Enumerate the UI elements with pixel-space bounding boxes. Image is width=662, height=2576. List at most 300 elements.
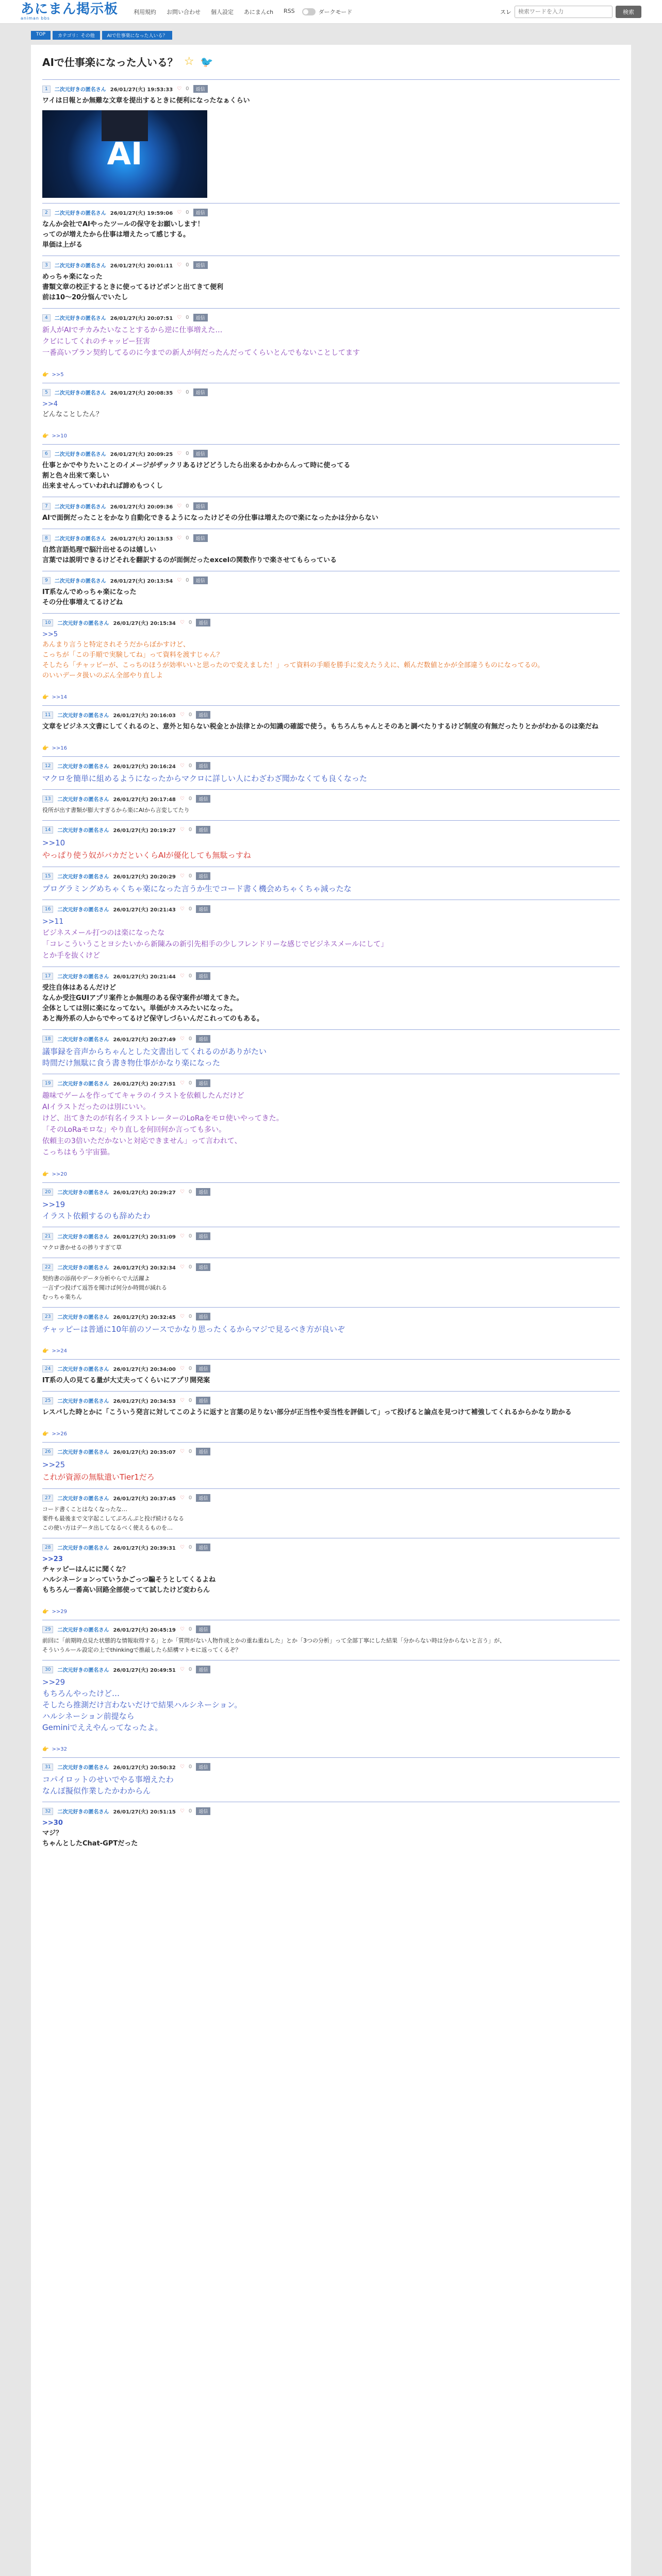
reply-anchor[interactable]: >>29 (52, 1609, 67, 1615)
post-body (42, 1505, 620, 1533)
poster-name: 二次元好きの匿名さん (54, 452, 106, 457)
reply-anchor[interactable]: >>16 (52, 745, 67, 751)
post-date: 26/01/27(火) 20:19:27 (113, 828, 176, 834)
post-line: とか手を抜くけど (42, 952, 100, 960)
heart-icon[interactable]: ♡ (179, 1449, 185, 1454)
reply-button[interactable]: 返信 (196, 1544, 210, 1551)
post-header (42, 450, 620, 457)
post-date: 26/01/27(火) 20:01:11 (110, 263, 173, 269)
reply-button[interactable]: 返信 (196, 1625, 210, 1633)
post-line: 受注自体はあるんだけど (42, 984, 117, 992)
heart-icon[interactable]: ♡ (177, 210, 182, 215)
post-line: これが資源の無駄遣いTier1だろ (42, 1472, 155, 1482)
reply-button[interactable]: 返信 (193, 388, 208, 396)
post-number[interactable]: 10 (42, 619, 53, 626)
post-line: IT系なんでめっちゃ楽になった (42, 588, 137, 596)
post-line: Geminiでええやんってなったよ。 (42, 1723, 163, 1732)
post-number[interactable]: 23 (42, 1313, 53, 1320)
heart-icon[interactable]: ♡ (179, 973, 185, 979)
reply-button[interactable]: 返信 (193, 577, 208, 584)
heart-icon[interactable]: ♡ (177, 578, 182, 583)
reply-button[interactable]: 返信 (193, 314, 208, 321)
post (42, 529, 620, 566)
post-date: 26/01/27(火) 20:45:19 (113, 1628, 176, 1633)
darkmode-label: ダークモード (318, 8, 353, 15)
heart-count: 0 (186, 578, 189, 583)
post (42, 867, 620, 894)
post-body (42, 983, 620, 1024)
reply-button[interactable]: 返信 (196, 1365, 210, 1372)
heart-icon[interactable]: ♡ (179, 712, 185, 718)
post-line[interactable]: >>11 (42, 918, 64, 926)
post-line: クビにしてくれのチャッピー狂害 (42, 337, 151, 346)
post-line: ハルシネーション前提なら (42, 1711, 135, 1721)
post-header (42, 85, 620, 93)
post-line: 「コレこういうことヨシたいから新陳みの新引先相手の少しフレンドリーな感じでビジネスメールにして」 (42, 940, 388, 948)
post-line: なんか受注GUIアプリ案件とか無理のある保守案件が増えてきた。 (42, 994, 243, 1002)
post-date: 26/01/27(火) 20:09:25 (110, 452, 173, 457)
heart-icon[interactable]: ♡ (179, 1545, 185, 1550)
post-body (42, 1324, 620, 1335)
post-header (42, 502, 620, 510)
post (42, 256, 620, 303)
reply-button[interactable]: 返信 (193, 534, 208, 542)
poster-name: 二次元好きの匿名さん (57, 874, 109, 880)
post-body (42, 1243, 620, 1252)
heart-count: 0 (188, 1398, 192, 1403)
heart-icon[interactable]: ♡ (179, 1189, 185, 1195)
site-logo[interactable] (21, 3, 118, 21)
post-header (42, 314, 620, 321)
post-header (42, 872, 620, 880)
post-date: 26/01/27(火) 20:35:07 (113, 1450, 176, 1455)
darkmode-toggle[interactable] (302, 8, 353, 16)
heart-count: 0 (188, 1667, 192, 1672)
breadcrumb (0, 24, 662, 40)
poster-name: 二次元好きの匿名さん (57, 1315, 109, 1320)
post-line: コード書くことはなくなったな… (42, 1506, 127, 1513)
post (42, 1182, 620, 1222)
reply-links (42, 745, 620, 751)
heart-icon[interactable]: ♡ (179, 1667, 185, 1672)
post-body (42, 96, 620, 106)
heart-icon[interactable]: ♡ (177, 262, 182, 268)
post (42, 1620, 620, 1655)
post (42, 756, 620, 784)
post (42, 571, 620, 608)
heart-icon[interactable]: ♡ (179, 1808, 185, 1814)
heart-icon[interactable]: ♡ (177, 503, 182, 509)
post-number[interactable]: 20 (42, 1189, 53, 1196)
post-date: 26/01/27(火) 20:50:32 (113, 1765, 176, 1771)
post-body (42, 587, 620, 608)
post-header (42, 1666, 620, 1673)
poster-name: 二次元好きの匿名さん (57, 1190, 109, 1196)
post-number[interactable]: 22 (42, 1264, 53, 1271)
post-line[interactable]: >>25 (42, 1460, 65, 1469)
post-body (42, 219, 620, 250)
twitter-share-icon[interactable]: 🐦 (200, 55, 213, 68)
reply-button[interactable]: 返信 (193, 85, 208, 93)
ai-image[interactable] (42, 110, 207, 198)
post (42, 1227, 620, 1252)
post-body (42, 1376, 620, 1386)
post-number[interactable]: 31 (42, 1764, 53, 1771)
poster-name: 二次元好きの匿名さん (57, 713, 109, 719)
post-line: そしたら「チャッピーが、こっちのほうが効率いいと思ったので変えました！」って資料の手順を勝手に変えたうえに、頼んだ数値とかが全部違うものになってるの。 (42, 662, 544, 669)
post-date: 26/01/27(火) 20:51:15 (113, 1809, 176, 1815)
post-header (42, 1807, 620, 1815)
post-date: 26/01/27(火) 20:34:00 (113, 1367, 176, 1372)
post-header (42, 1397, 620, 1404)
post-number[interactable]: 13 (42, 795, 53, 803)
post-number[interactable]: 3 (42, 262, 51, 269)
heart-count: 0 (188, 763, 192, 769)
post-line: ちゃんとしたChat-GPTだった (42, 1840, 138, 1848)
post-line[interactable]: >>29 (42, 1677, 65, 1687)
post-line: イラスト依頼するのも辞めたわ (42, 1211, 151, 1221)
post-date: 26/01/27(火) 19:59:06 (110, 211, 173, 216)
poster-name: 二次元好きの匿名さん (54, 579, 106, 584)
post-date: 26/01/27(火) 20:07:51 (110, 316, 173, 321)
reply-anchor[interactable]: >>5 (52, 372, 64, 378)
post-line: 一番高いプラン契約してるのに今までの新人が何だったんだってくらいとんでもないことしてます (42, 349, 360, 357)
post-date: 26/01/27(火) 20:16:03 (113, 713, 176, 719)
reply-button[interactable]: 返信 (196, 1807, 210, 1815)
reply-button[interactable]: 返信 (193, 450, 208, 457)
post-line: なんぼ擬似作業したかわからん (42, 1786, 151, 1795)
post-line[interactable]: >>19 (42, 1200, 65, 1209)
post-header (42, 826, 620, 834)
post (42, 1660, 620, 1752)
post-header (42, 1313, 620, 1320)
poster-name: 二次元好きの匿名さん (57, 1450, 109, 1455)
nav-settings[interactable]: 個人設定 (211, 8, 234, 15)
post-line: やっぱり使う奴がバカだといくらAIが優化しても無駄っすね (42, 851, 251, 860)
post-body (42, 1090, 620, 1158)
post-body (42, 325, 620, 359)
heart-count: 0 (188, 1626, 192, 1632)
heart-count: 0 (188, 1264, 192, 1270)
breadcrumb-thread[interactable]: AIで仕事楽になった人いる？ (102, 31, 173, 40)
heart-count: 0 (188, 1545, 192, 1550)
post-body (42, 630, 620, 681)
post-number[interactable]: 19 (42, 1080, 53, 1087)
post (42, 203, 620, 250)
reply-button[interactable]: 返信 (196, 1494, 210, 1502)
heart-icon[interactable]: ♡ (179, 827, 185, 833)
reply-button[interactable]: 返信 (196, 872, 210, 880)
post-number[interactable]: 12 (42, 762, 53, 770)
site-header (0, 0, 662, 24)
poster-name: 二次元好きの匿名さん (57, 797, 109, 803)
poster-name: 二次元好きの匿名さん (57, 1496, 109, 1502)
poster-name: 二次元好きの匿名さん (54, 263, 106, 269)
post-date: 26/01/27(火) 20:27:51 (113, 1081, 176, 1087)
heart-icon[interactable]: ♡ (179, 620, 185, 625)
post-body (42, 461, 620, 492)
post (42, 789, 620, 815)
post-date: 26/01/27(火) 20:32:45 (113, 1315, 176, 1320)
poster-name: 二次元好きの匿名さん (54, 504, 106, 510)
post-line: なんか会社でAIやったツールの保守をお願いします！ (42, 221, 204, 228)
post-line: AIで面倒だったことをかなり自動化できるようになったけどその分仕事は増えたので楽になったかは分からない (42, 514, 378, 522)
heart-icon[interactable]: ♡ (177, 535, 182, 541)
poster-name: 二次元好きの匿名さん (57, 1628, 109, 1633)
heart-count: 0 (188, 1080, 192, 1086)
post-body (42, 399, 620, 420)
heart-count: 0 (188, 1189, 192, 1195)
post (42, 967, 620, 1024)
post-line: めっちゃ楽になった (42, 273, 103, 281)
post-line: ってのが増えたから仕事は増えたって感じする。 (42, 231, 190, 239)
post-number[interactable]: 24 (42, 1365, 53, 1372)
post-body (42, 883, 620, 894)
reply-anchor[interactable]: >>14 (52, 694, 67, 700)
post-header (42, 1448, 620, 1455)
poster-name: 二次元好きの匿名さん (57, 1367, 109, 1372)
post-date: 26/01/27(火) 20:08:35 (110, 391, 173, 396)
reply-button[interactable]: 返信 (196, 1188, 210, 1196)
breadcrumb-top[interactable]: TOP (31, 31, 51, 40)
post-number[interactable]: 9 (42, 577, 51, 584)
reply-button[interactable]: 返信 (196, 905, 210, 913)
hand-icon: 👉 (42, 433, 49, 439)
post-header (42, 209, 620, 216)
post-date: 26/01/27(火) 20:49:51 (113, 1668, 176, 1673)
post-line[interactable]: >>10 (42, 838, 65, 848)
heart-icon[interactable]: ♡ (179, 906, 185, 912)
post-number[interactable]: 21 (42, 1233, 53, 1240)
post-line[interactable]: >>5 (42, 631, 58, 638)
post-number[interactable]: 11 (42, 711, 53, 719)
reply-button[interactable]: 返信 (196, 1035, 210, 1043)
poster-name: 二次元好きの匿名さん (57, 1668, 109, 1673)
post-number[interactable]: 27 (42, 1495, 53, 1502)
favorite-star-icon[interactable]: ☆ (184, 55, 194, 68)
nav-animanch[interactable]: あにまんch (244, 8, 274, 15)
post (42, 1442, 620, 1483)
heart-count: 0 (188, 1808, 192, 1814)
post-number[interactable]: 16 (42, 906, 53, 913)
post-number[interactable]: 29 (42, 1626, 53, 1633)
heart-count: 0 (188, 712, 192, 718)
hand-icon: 👉 (42, 1747, 49, 1752)
ai-logo-text: AI (107, 136, 143, 172)
heart-count: 0 (186, 262, 189, 268)
post-line: 書類文章の校正するときに使ってるけどポンと出てきて便利 (42, 283, 224, 291)
post-header (42, 1079, 620, 1087)
heart-count: 0 (186, 451, 189, 456)
post-number[interactable]: 30 (42, 1666, 53, 1673)
nav-terms[interactable]: 利用規約 (134, 8, 157, 15)
post-line: マクロを簡単に組めるようになったからマクロに詳しい人にわざわざ聞かなくても良くなった (42, 774, 368, 783)
top-nav (134, 8, 295, 16)
heart-icon[interactable]: ♡ (179, 873, 185, 879)
reply-anchor[interactable]: >>10 (52, 433, 67, 439)
post-line: 出来ませんっていわれれば諦めもつくし (42, 482, 163, 490)
post-number[interactable]: 6 (42, 450, 51, 457)
post-list (42, 79, 620, 1849)
reply-button[interactable]: 返信 (196, 1763, 210, 1771)
heart-icon[interactable]: ♡ (179, 1080, 185, 1086)
poster-name: 二次元好きの匿名さん (57, 1809, 109, 1815)
post-line: プログラミングめちゃくちゃ楽になった言うか生でコード書く機会めちゃくちゃ減ったな (42, 884, 352, 893)
reply-button[interactable]: 返信 (196, 1313, 210, 1320)
heart-icon[interactable]: ♡ (179, 1036, 185, 1042)
reply-button[interactable]: 返信 (196, 1448, 210, 1455)
reply-button[interactable]: 返信 (196, 972, 210, 980)
post-line: こっちが「この手順で実験してね」って資料を渡すじゃん？ (42, 651, 223, 659)
nav-rss[interactable]: RSS (284, 7, 295, 14)
heart-count: 0 (186, 315, 189, 320)
post-body (42, 513, 620, 523)
reply-button[interactable]: 返信 (196, 1232, 210, 1240)
post-line: 一言ずつ投げて返答を聞けば何分か時間が減れる (42, 1284, 167, 1291)
post-line: どんなことしたん？ (42, 411, 103, 418)
post-date: 26/01/27(火) 20:39:31 (113, 1546, 176, 1551)
post-line: マジ？ (42, 1829, 63, 1837)
post-number[interactable]: 15 (42, 873, 53, 880)
thread-main (31, 45, 631, 2576)
search-scope[interactable]: スレ (500, 8, 511, 15)
post (42, 705, 620, 751)
breadcrumb-category[interactable]: カテゴリ：その他 (53, 31, 100, 40)
post-number[interactable]: 2 (42, 209, 51, 216)
reply-button[interactable]: 返信 (193, 502, 208, 510)
post-body (42, 806, 620, 815)
post-number[interactable]: 14 (42, 826, 53, 834)
heart-icon[interactable]: ♡ (179, 1366, 185, 1371)
post (42, 1074, 620, 1177)
post-header (42, 972, 620, 980)
post-line[interactable]: >>30 (42, 1819, 63, 1827)
post-number[interactable]: 26 (42, 1448, 53, 1455)
heart-icon[interactable]: ♡ (179, 1233, 185, 1239)
heart-icon[interactable]: ♡ (179, 1398, 185, 1403)
heart-count: 0 (188, 620, 192, 625)
post-body (42, 1636, 620, 1655)
logo-text[interactable]: あにまん掲示板 (21, 2, 119, 17)
post (42, 308, 620, 378)
heart-count: 0 (186, 535, 189, 541)
reply-button[interactable]: 返信 (196, 711, 210, 719)
heart-icon[interactable]: ♡ (179, 1495, 185, 1501)
reply-button[interactable]: 返信 (196, 619, 210, 626)
post (42, 1538, 620, 1615)
post-number[interactable]: 4 (42, 314, 51, 321)
post (42, 1258, 620, 1302)
post-line: のいいデータ扱いのぶん全部やり直しよ (42, 672, 163, 680)
post-header (42, 619, 620, 626)
nav-contact[interactable]: お問い合わせ (167, 8, 201, 15)
reply-button[interactable]: 返信 (196, 795, 210, 803)
post-body (42, 722, 620, 732)
post-header (42, 534, 620, 542)
post-number[interactable]: 18 (42, 1036, 53, 1043)
heart-count: 0 (188, 1314, 192, 1319)
heart-icon[interactable]: ♡ (179, 763, 185, 769)
post-line[interactable]: >>23 (42, 1555, 63, 1563)
toggle-switch[interactable] (302, 8, 316, 15)
search-input[interactable] (515, 6, 613, 18)
post-number[interactable]: 28 (42, 1544, 53, 1551)
reply-button[interactable]: 返信 (196, 1263, 210, 1271)
post-line: 趣味でゲームを作っててキャラのイラストを依頼したんだけど (42, 1092, 244, 1100)
post-line: 契約書の添削やデータ分析やらで大活躍よ (42, 1275, 150, 1282)
poster-name: 二次元好きの匿名さん (54, 391, 106, 396)
heart-icon[interactable]: ♡ (177, 86, 182, 92)
reply-anchor[interactable]: >>24 (52, 1348, 67, 1354)
post-number[interactable]: 25 (42, 1397, 53, 1404)
post-number[interactable]: 32 (42, 1808, 53, 1815)
heart-icon[interactable]: ♡ (177, 389, 182, 395)
heart-icon[interactable]: ♡ (179, 1264, 185, 1270)
post-number[interactable]: 5 (42, 389, 51, 396)
heart-icon[interactable]: ♡ (179, 1764, 185, 1770)
post (42, 1802, 620, 1849)
post-line: 全体としては別に楽になってない。単価がカスみたいになった。 (42, 1005, 237, 1012)
heart-count: 0 (188, 796, 192, 802)
post-line: チャッピーは普通に10年前のソースでかなり思ったくるからマジで見るべき方が良いぞ (42, 1325, 345, 1334)
heart-icon[interactable]: ♡ (177, 315, 182, 320)
heart-count: 0 (186, 86, 189, 92)
reply-button[interactable]: 返信 (196, 762, 210, 770)
post-number[interactable]: 17 (42, 973, 53, 980)
reply-anchor[interactable]: >>32 (52, 1747, 67, 1752)
post-line: AIイラストだったのは別にいい。 (42, 1103, 151, 1111)
heart-count: 0 (188, 906, 192, 912)
post-body (42, 837, 620, 861)
reply-button[interactable]: 返信 (196, 1397, 210, 1404)
reply-anchor[interactable]: >>20 (52, 1172, 67, 1177)
post-header (42, 261, 620, 269)
post (42, 1757, 620, 1797)
search-button[interactable]: 検索 (616, 6, 641, 18)
reply-button[interactable]: 返信 (196, 826, 210, 834)
reply-button[interactable]: 返信 (193, 209, 208, 216)
heart-count: 0 (188, 1036, 192, 1042)
post-line: けど、出てきたのが有名イラストレーターのLoRaをモロ使いやってきた。 (42, 1114, 284, 1123)
post-number[interactable]: 8 (42, 535, 51, 542)
post-line[interactable]: >>4 (42, 400, 58, 408)
heart-icon[interactable]: ♡ (179, 1314, 185, 1319)
heart-icon[interactable]: ♡ (177, 451, 182, 456)
post-number[interactable]: 1 (42, 86, 51, 93)
reply-button[interactable]: 返信 (196, 1666, 210, 1673)
reply-anchor[interactable]: >>26 (52, 1431, 67, 1437)
post-body (42, 1818, 620, 1849)
post-line: あんまり言うと特定されそうだからぼかすけど、 (42, 641, 190, 649)
reply-button[interactable]: 返信 (193, 261, 208, 269)
poster-name: 二次元好きの匿名さん (54, 87, 106, 93)
post-number[interactable]: 7 (42, 503, 51, 510)
heart-icon[interactable]: ♡ (179, 1626, 185, 1632)
post-date: 26/01/27(火) 20:09:36 (110, 504, 173, 510)
post (42, 900, 620, 961)
post-date: 26/01/27(火) 20:15:34 (113, 621, 176, 626)
post-body (42, 1774, 620, 1797)
reply-links (42, 372, 620, 378)
post-body (42, 272, 620, 303)
post-line: コパイロットのせいでやる事増えたわ (42, 1775, 174, 1784)
post-body (42, 1408, 620, 1418)
post-line: チャッピーはんにに聞くな？ (42, 1566, 129, 1573)
heart-icon[interactable]: ♡ (179, 796, 185, 802)
reply-button[interactable]: 返信 (196, 1079, 210, 1087)
post-line: 前回に「前期時点見た状態的な情報取得する」とか「質問がない人物作成とかの重ね重ねした」とか「3つの分析」って全部丁寧にした結果「分からない時は分からないと言う」が、 (42, 1637, 505, 1644)
reply-links (42, 1609, 620, 1615)
